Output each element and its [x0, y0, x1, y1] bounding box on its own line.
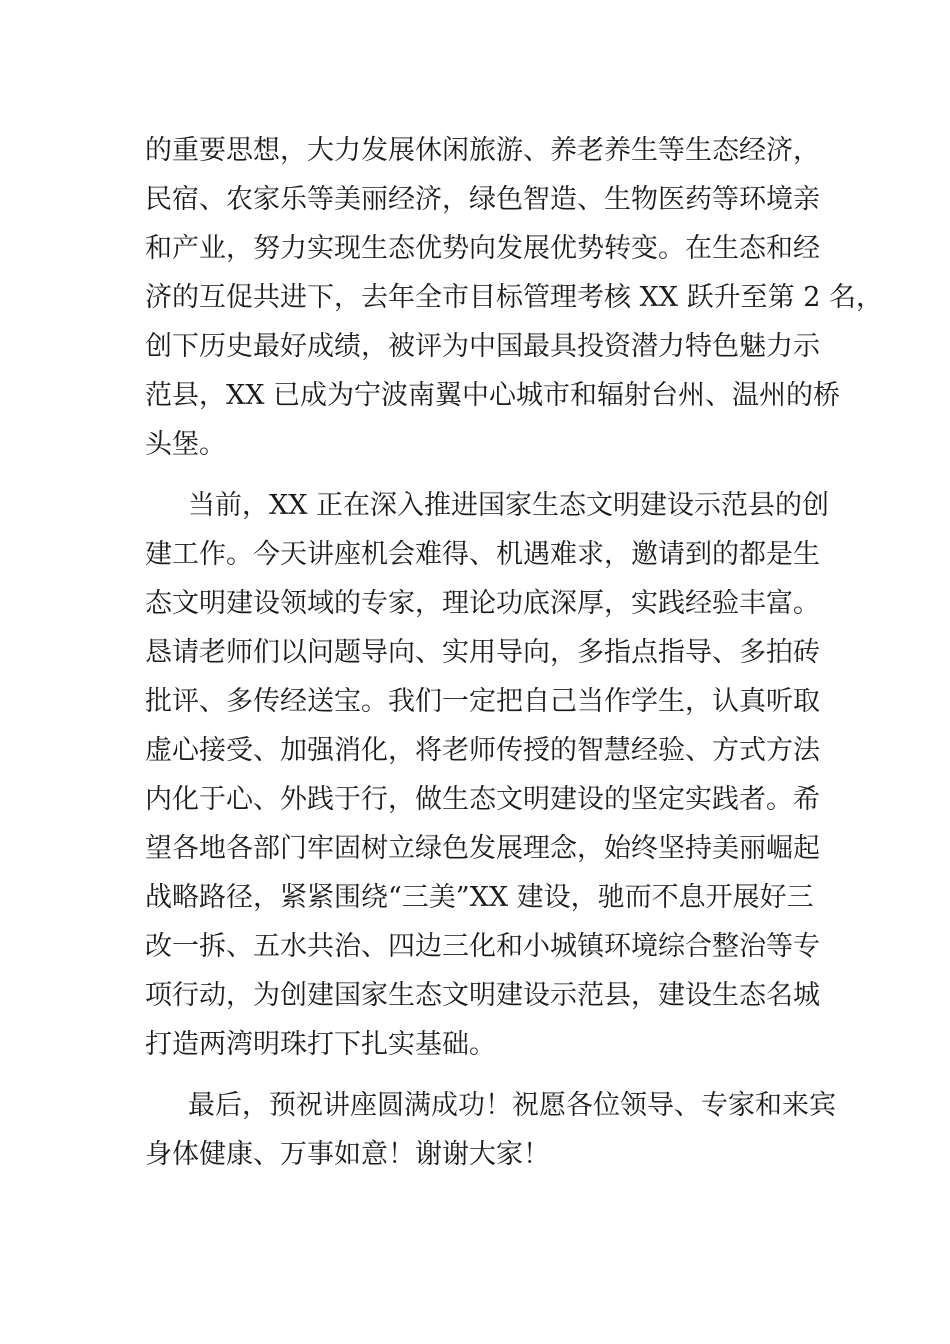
text-line: 范县，XX 已成为宁波南翼中心城市和辐射台州、温州的桥: [145, 380, 841, 411]
text-line: 望各地各部门牢固树立绿色发展理念，始终坚持美丽崛起: [145, 833, 820, 864]
text-line: 虚心接受、加强消化，将老师传授的智慧经验、方式方法: [145, 735, 820, 766]
document-body: [145, 126, 883, 1179]
paragraph-3: [145, 1081, 836, 1179]
text-line: 批评、多传经送宝。我们一定把自己当作学生，认真听取: [145, 686, 820, 717]
text-line: 创下历史最好成绩，被评为中国最具投资潜力特色魅力示: [145, 331, 820, 362]
text-line: 头堡。: [145, 429, 226, 460]
text-line: 的重要思想，大力发展休闲旅游、养老养生等生态经济，: [145, 135, 820, 166]
text-line: 民宿、农家乐等美丽经济，绿色智造、生物医药等环境亲: [145, 184, 820, 215]
text-line: 内化于心、外践于行，做生态文明建设的坚定实践者。希: [145, 784, 820, 815]
paragraph-gap: [145, 469, 813, 481]
text-line: 济的互促共进下，去年全市目标管理考核 XX 跃升至第 2 名，: [145, 282, 883, 313]
paragraph-gap: [145, 1069, 813, 1081]
paragraph-1: [145, 126, 883, 469]
paragraph-2: [145, 481, 830, 1069]
text-line: 打造两湾明珠打下扎实基础。: [145, 1029, 496, 1060]
text-line: 当前，XX 正在深入推进国家生态文明建设示范县的创: [188, 490, 830, 521]
text-line: 建工作。今天讲座机会难得、机遇难求，邀请到的都是生: [145, 539, 820, 570]
text-line: 身体健康、万事如意！谢谢大家！: [145, 1139, 550, 1170]
text-line: 和产业，努力实现生态优势向发展优势转变。在生态和经: [145, 233, 820, 264]
text-line: 项行动，为创建国家生态文明建设示范县，建设生态名城: [145, 980, 820, 1011]
text-line: 改一拆、五水共治、四边三化和小城镇环境综合整治等专: [145, 931, 820, 962]
text-line: 战略路径，紧紧围绕“三美”XX 建设，驰而不息开展好三: [145, 882, 814, 913]
text-line: 态文明建设领域的专家，理论功底深厚，实践经验丰富。: [145, 588, 820, 619]
text-line: 最后，预祝讲座圆满成功！祝愿各位领导、专家和来宾: [188, 1090, 836, 1121]
text-line: 恳请老师们以问题导向、实用导向，多指点指导、多拍砖: [145, 637, 820, 668]
